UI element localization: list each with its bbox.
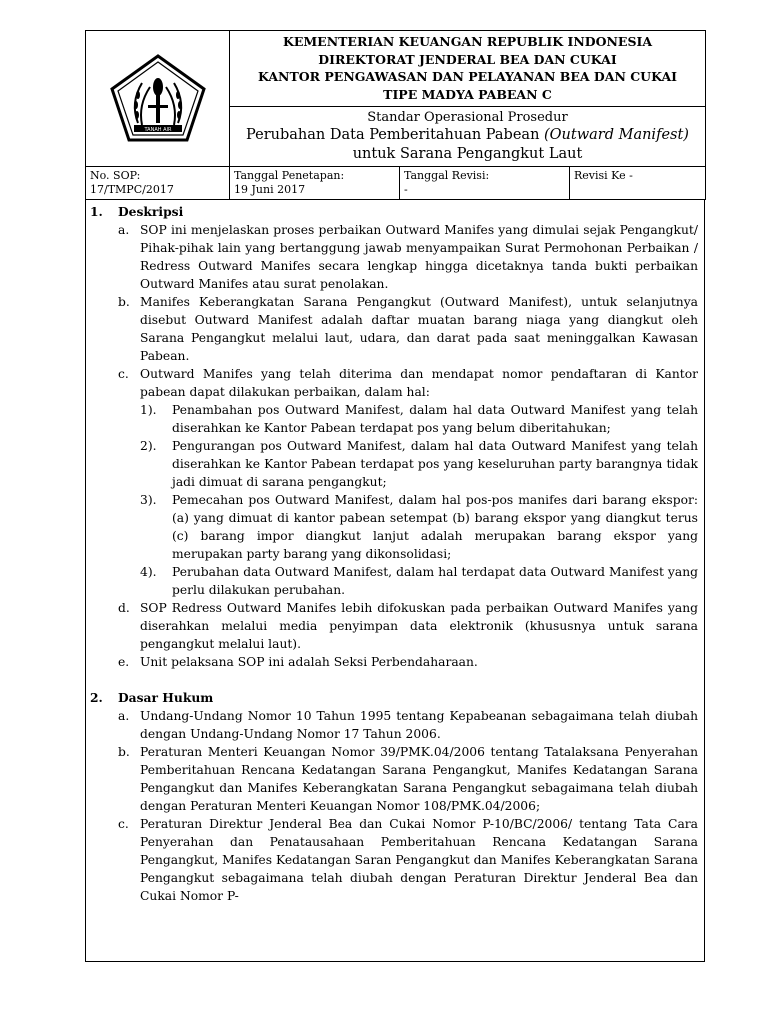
sub-list-item: 1). Penambahan pos Outward Manifest, dalam hal data Outward Manifest yang telah diserahkan ke Kantor Pabean terdapat pos yang belum diberitahukan;	[140, 403, 698, 435]
sub-list-item: 3). Pemecahan pos Outward Manifest, dalam hal pos-pos manifes dari barang ekspor: (a) yang dimuat di kantor pabean setempat (b) barang ekspor yang diangkut terus (c) barang impor diangkut lanjut adalah merupakan barang ekspor yang merupakan party barang yang dikonsolidasi;	[140, 493, 698, 561]
list-item: c. Peraturan Direktur Jenderal Bea dan Cukai Nomor P-10/BC/2006/ tentang Tata Cara Penyerahan dan Penatausahaan Pemberitahuan Rencana Kedatangan Sarana Pengangkut, Manifes Kedatangan Saran Pengangkut dan Manifes Keberangkatan Sarana Pengangkut sebagaimana telah diubah dengan Peraturan Direktur Jenderal Bea dan Cukai Nomor P-	[118, 817, 698, 903]
org-line-2: DIREKTORAT JENDERAL BEA DAN CUKAI	[318, 51, 617, 67]
tanggal-penetapan-cell: Tanggal Penetapan: 19 Juni 2017	[230, 167, 400, 200]
sop-label: Standar Operasional Prosedur	[367, 110, 568, 125]
header-table	[85, 30, 706, 200]
bea-cukai-emblem-icon	[108, 53, 208, 143]
org-line-3: KANTOR PENGAWASAN DAN PELAYANAN BEA DAN CUKAI	[257, 69, 677, 84]
sub-list-item: 2). Pengurangan pos Outward Manifest, dalam hal data Outward Manifest yang telah diserahkan ke Kantor Pabean terdapat pos yang keseluruhan party barangnya tidak jadi dimuat di sarana pengangkut;	[140, 439, 698, 489]
list-item: b. Manifes Keberangkatan Sarana Pengangkut (Outward Manifest), untuk selanjutnya disebut Outward Manifest adalah daftar muatan barang niaga yang diangkut oleh Sarana Pengangkut melalui laut, udara, dan darat pada saat meninggalkan Kawasan Pabean.	[118, 295, 698, 363]
sop-title: Perubahan Data Pemberitahuan Pabean (Outward Manifest) untuk Sarana Pengangkut Laut	[246, 127, 689, 162]
sop-document	[85, 30, 705, 955]
list-item: d. SOP Redress Outward Manifes lebih difokuskan pada perbaikan Outward Manifes yang diserahkan melalui media penyimpan data elektronik (khususnya untuk sarana pengangkut melalui laut).	[118, 601, 698, 651]
logo-cell	[86, 31, 230, 167]
list-item: c. Outward Manifes yang telah diterima dan mendapat nomor pendaftaran di Kantor pabean dapat dilakukan perbaikan, dalam hal:	[118, 367, 698, 399]
svg-text:TANAH AIR: TANAH AIR	[144, 127, 172, 133]
section-heading-dasar-hukum: 2. Dasar Hukum	[90, 690, 214, 705]
tanggal-revisi-cell: Tanggal Revisi: -	[400, 167, 570, 200]
organization-heading	[230, 31, 706, 107]
sop-title-cell	[230, 107, 706, 167]
list-item: a. Undang-Undang Nomor 10 Tahun 1995 tentang Kepabeanan sebagaimana telah diubah dengan Undang-Undang Nomor 17 Tahun 2006.	[118, 709, 698, 741]
list-item: a. SOP ini menjelaskan proses perbaikan Outward Manifes yang dimulai sejak Pengangkut/ Pihak-pihak lain yang bertanggung jawab menyampaikan Surat Permohonan Perbaikan / Redress Outward Manifes secara lengkap hingga dicetaknya tanda bukti perbaikan Outward Manifes atau surat penolakan.	[118, 223, 698, 291]
revisi-ke-cell: Revisi Ke -	[570, 167, 706, 200]
org-line-4: TIPE MADYA PABEAN C	[383, 86, 552, 102]
list-item: b. Peraturan Menteri Keuangan Nomor 39/PMK.04/2006 tentang Tatalaksana Penyerahan Pemberitahuan Rencana Kedatangan Sarana Pengangkut, Manifes Kedatangan Sarana Pengangkut dan Manifes Keberangkatan Sarana Pengangkut sebagaimana telah diubah dengan Peraturan Menteri Keuangan Nomor 108/PMK.04/2006;	[118, 745, 698, 813]
section-heading-deskripsi: 1. Deskripsi	[90, 204, 184, 219]
org-line-1: KEMENTERIAN KEUANGAN REPUBLIK INDONESIA	[282, 34, 653, 49]
list-item: e. Unit pelaksana SOP ini adalah Seksi Perbendaharaan.	[118, 655, 478, 669]
sop-number-cell: No. SOP: 17/TMPC/2017	[86, 167, 230, 200]
document-body	[85, 200, 705, 962]
sub-list-item: 4). Perubahan data Outward Manifest, dalam hal terdapat data Outward Manifest yang perlu dilakukan perubahan.	[140, 565, 698, 597]
